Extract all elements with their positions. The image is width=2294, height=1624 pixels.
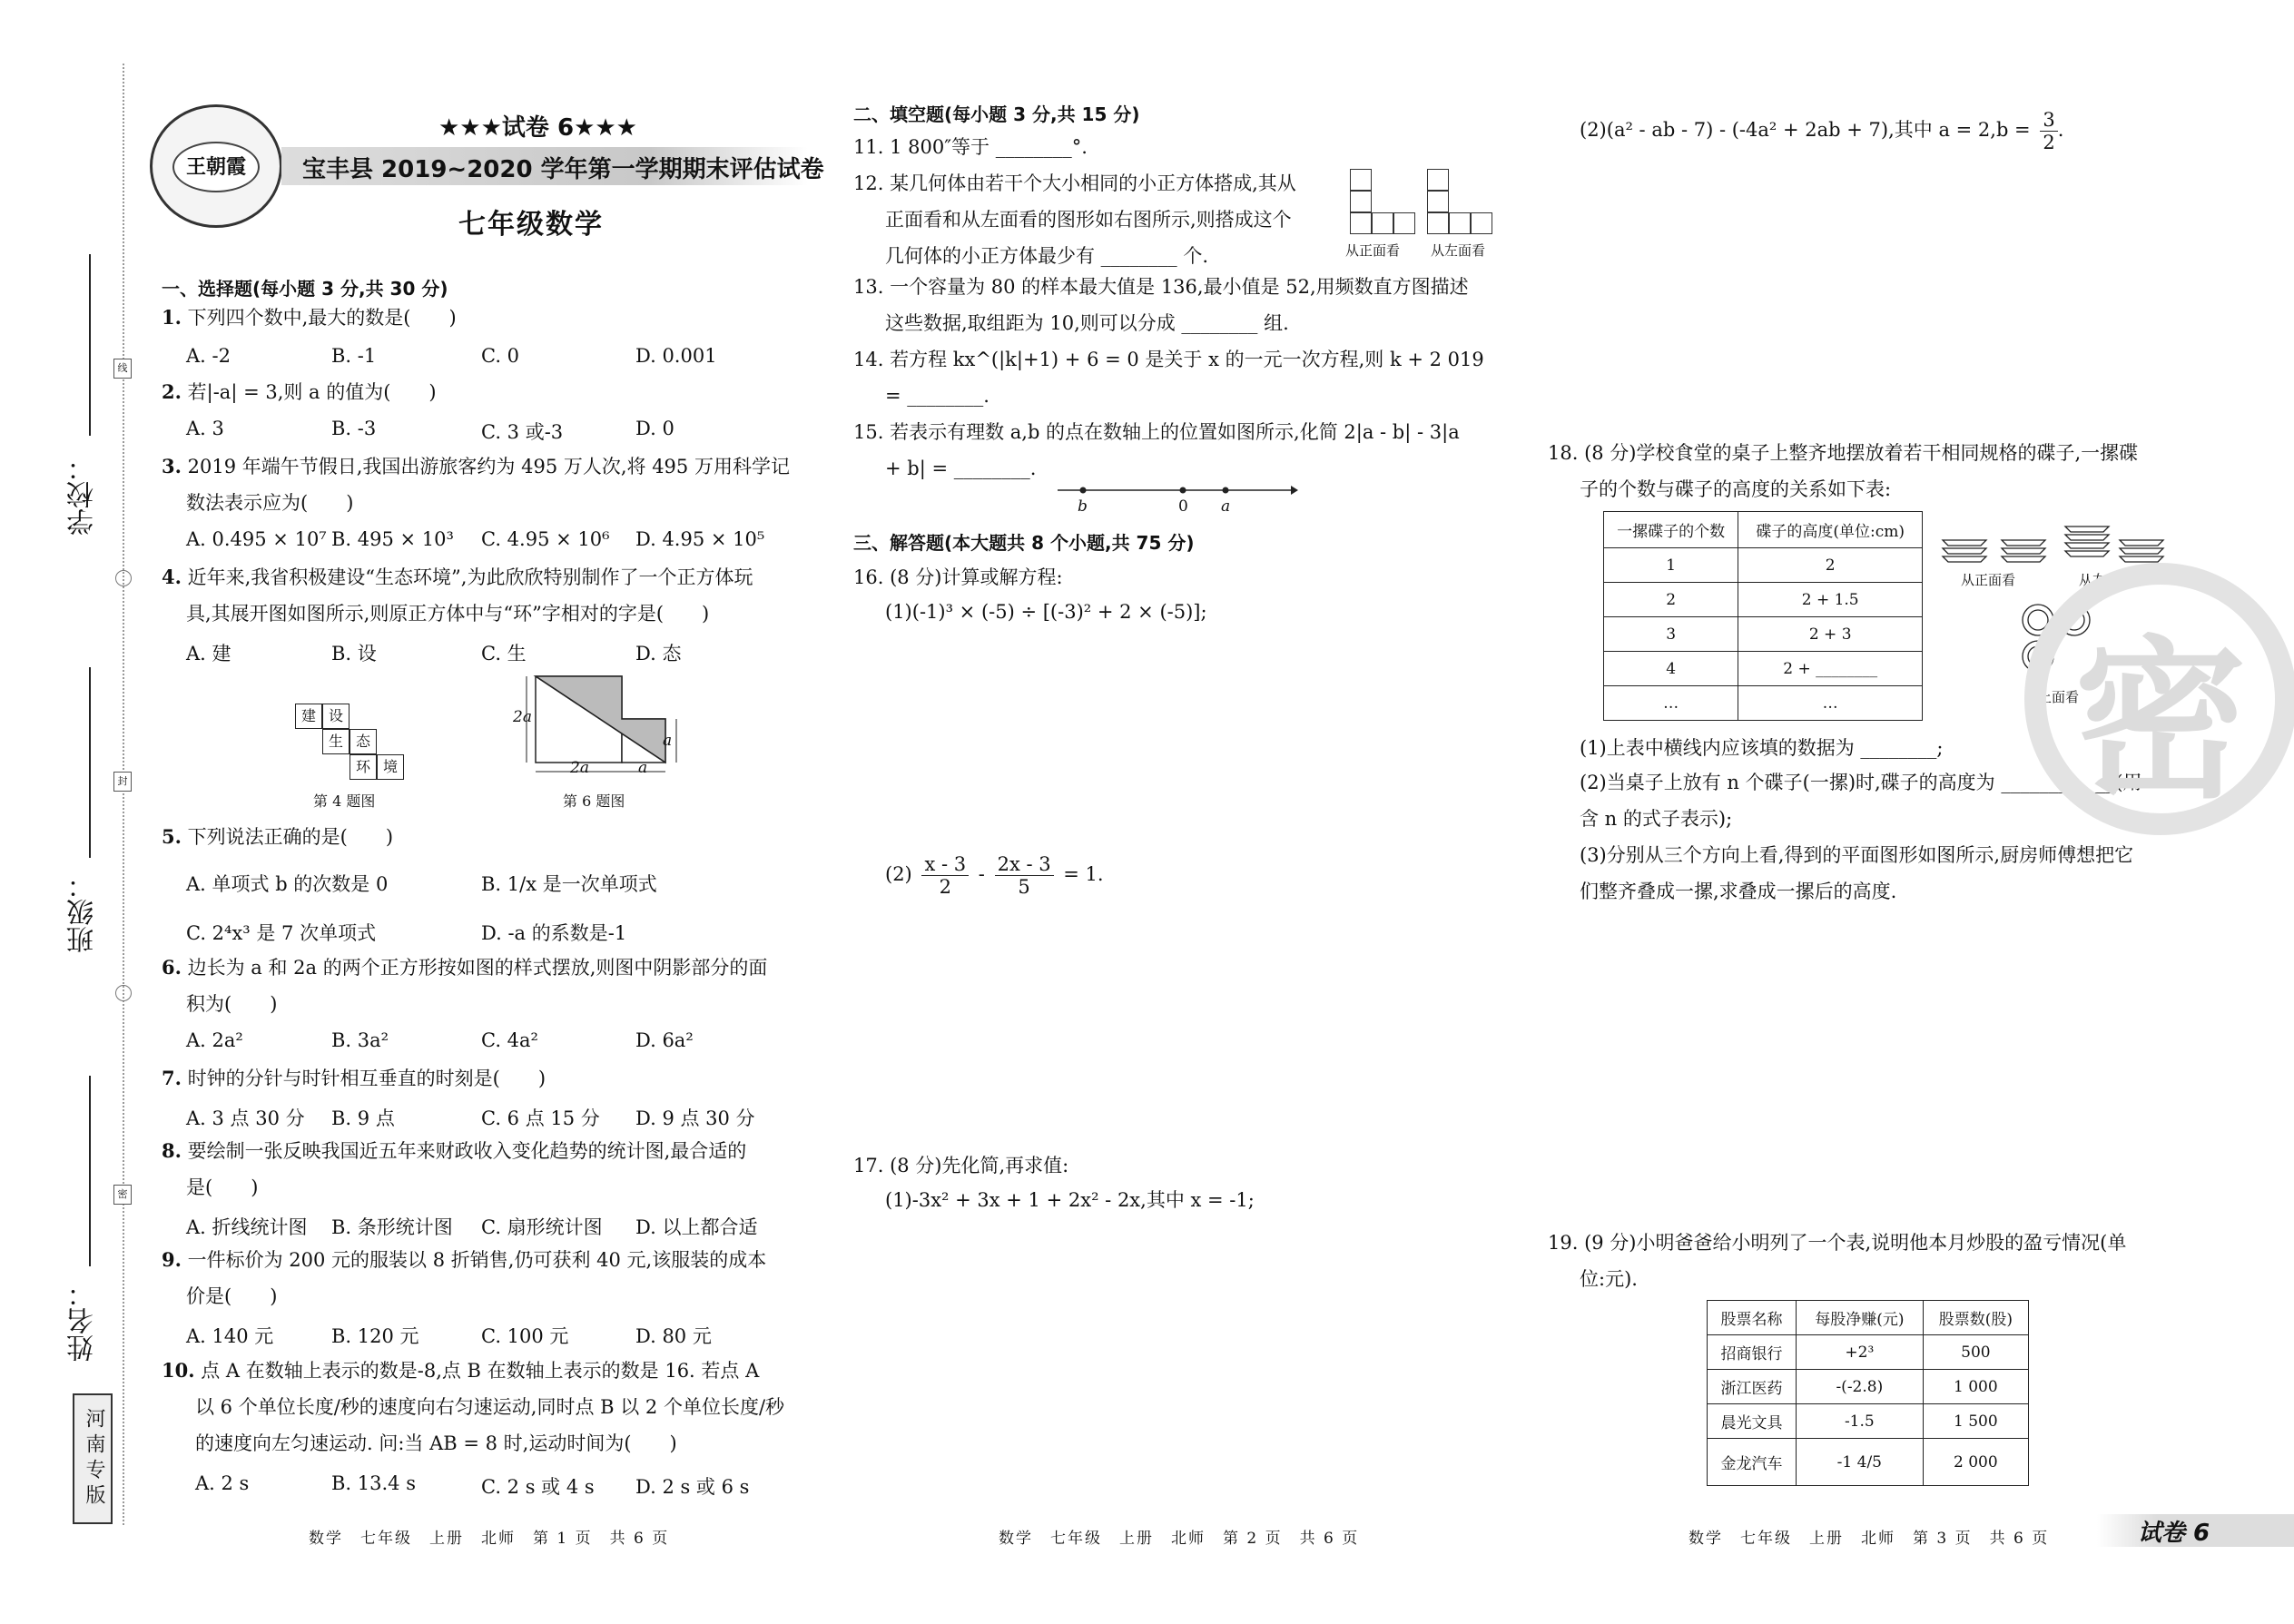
edition-badge: 河南专版 — [73, 1393, 113, 1524]
q9-option-d[interactable]: D. 80 元 — [635, 1325, 712, 1347]
q6-option-d[interactable]: D. 6a² — [635, 1029, 694, 1051]
question-7: 7. 时钟的分针与时针相互垂直的时刻是( ) — [162, 1067, 546, 1089]
table-cell: … — [1604, 686, 1738, 721]
q18-caption-left: 从左面看 — [2079, 572, 2134, 588]
logo-text: 王朝霞 — [172, 142, 260, 192]
watermark-seal: 密 — [2024, 563, 2294, 835]
seal-char-3: 密 — [113, 1185, 132, 1205]
table-cell: 1 — [1604, 548, 1738, 583]
table-cell: -1 4/5 — [1796, 1439, 1923, 1486]
q8-option-c[interactable]: C. 扇形统计图 — [481, 1216, 603, 1238]
q1-option-b[interactable]: B. -1 — [331, 345, 377, 367]
question-10-line2: 以 6 个单位长度/秒的速度向右匀速运动,同时点 B 以 2 个单位长度/秒 — [195, 1396, 785, 1418]
fig6-label-left: 2a — [513, 708, 532, 726]
q2-option-c[interactable]: C. 3 或-3 — [481, 421, 564, 443]
net-cell: 态 — [350, 729, 377, 754]
q12-caption-left: 从左面看 — [1431, 242, 1486, 259]
seal-char-2: 封 — [113, 772, 132, 792]
table-cell: 浙江医药 — [1708, 1370, 1797, 1404]
q18-header: 一摞碟子的个数 — [1604, 512, 1738, 548]
table-cell: 2 000 — [1923, 1439, 2028, 1486]
question-1: 1. 下列四个数中,最大的数是( ) — [162, 306, 457, 329]
question-17-part2: (2)(a² - ab - 7) - (-4a² + 2ab + 7),其中 a = 2,b = $\frac{3}{2}$ . — [1580, 109, 2064, 153]
q6-option-c[interactable]: C. 4a² — [481, 1029, 538, 1051]
q1-option-a[interactable]: A. -2 — [186, 345, 231, 367]
question-3-line2: 数法表示应为( ) — [186, 492, 354, 514]
school-field[interactable] — [89, 254, 91, 436]
question-17-part1: (1)-3x² + 3x + 1 + 2x² - 2x,其中 x = -1; — [885, 1189, 1255, 1211]
logo-icon — [150, 104, 282, 228]
section3-heading: 三、解答题(本大题共 8 个小题,共 75 分) — [853, 532, 1195, 554]
question-10: 10. 点 A 在数轴上表示的数是-8,点 B 在数轴上表示的数是 16. 若点 A — [162, 1359, 760, 1382]
question-10-line3: 的速度向左匀速运动. 问:当 AB = 8 时,运动时间为( ) — [195, 1432, 677, 1454]
q5-option-a[interactable]: A. 单项式 b 的次数是 0 — [186, 873, 389, 895]
q18-part1: (1)上表中横线内应该填的数据为 ________; — [1580, 737, 1944, 759]
table-cell: 金龙汽车 — [1708, 1439, 1797, 1486]
table-cell: -(-2.8) — [1796, 1370, 1923, 1404]
q5-option-c[interactable]: C. 2⁴x³ 是 7 次单项式 — [186, 922, 377, 944]
numberline-label-b: b — [1078, 497, 1088, 516]
q9-option-a[interactable]: A. 140 元 — [186, 1325, 274, 1347]
question-9-line2: 价是( ) — [186, 1285, 278, 1307]
question-4-line2: 具,其展开图如图所示,则原正方体中与“环”字相对的字是( ) — [186, 603, 710, 625]
question-5: 5. 下列说法正确的是( ) — [162, 825, 394, 848]
table-cell: 2 + 1.5 — [1738, 583, 1923, 617]
q6-option-a[interactable]: A. 2a² — [186, 1029, 243, 1051]
class-field[interactable] — [89, 667, 91, 858]
question-17: 17. (8 分)先化简,再求值: — [853, 1155, 1069, 1176]
fig6-label-bottom-left: 2a — [570, 759, 589, 777]
q1-option-d[interactable]: D. 0.001 — [635, 345, 717, 367]
q8-option-a[interactable]: A. 折线统计图 — [186, 1216, 308, 1238]
name-label: 姓名： — [67, 1280, 99, 1362]
q15-number-line — [1053, 481, 1298, 527]
question-12-line1: 12. 某几何体由若干个大小相同的小正方体搭成,其从 — [853, 172, 1296, 194]
q3-option-d[interactable]: D. 4.95 × 10⁵ — [635, 528, 765, 550]
question-8-line2: 是( ) — [186, 1176, 259, 1198]
class-label: 班级： — [67, 871, 99, 953]
table-cell: 500 — [1923, 1335, 2028, 1370]
fig4-caption: 第 4 题图 — [313, 792, 376, 810]
fig6-label-bottom-right: a — [638, 759, 648, 777]
table-cell[interactable]: 2 + ________ — [1738, 652, 1923, 686]
question-4: 4. 近年来,我省积极建设“生态环境”,为此欣欣特别制作了一个正方体玩 — [162, 566, 753, 588]
fig6-squares-diagram — [504, 667, 685, 785]
binding-hole-icon — [115, 985, 132, 1001]
q18-header: 碟子的高度(单位:cm) — [1738, 512, 1923, 548]
q18-part2: (2)当桌子上放有 n 个碟子(一摞)时,碟子的高度为 ____________(用 — [1580, 772, 2142, 793]
net-cell: 境 — [377, 754, 404, 780]
question-18-line2: 子的个数与碟子的高度的关系如下表: — [1580, 478, 1892, 500]
net-cell: 设 — [322, 704, 350, 729]
q19-table — [1707, 1300, 2029, 1486]
fig6-caption: 第 6 题图 — [563, 792, 625, 810]
question-11: 11. 1 800″等于 ________°. — [853, 136, 1088, 158]
net-cell: 环 — [350, 754, 377, 780]
question-18-line1: 18. (8 分)学校食堂的桌子上整齐地摆放着若干相同规格的碟子,一摞碟 — [1548, 442, 2139, 464]
q3-option-b[interactable]: B. 495 × 10³ — [331, 528, 454, 550]
table-cell: 2 + 3 — [1738, 617, 1923, 652]
q19-header: 股票数(股) — [1923, 1301, 2028, 1335]
question-3: 3. 2019 年端午节假日,我国出游旅客约为 495 万人次,将 495 万用科学记 — [162, 455, 790, 477]
table-cell: 2 — [1738, 548, 1923, 583]
question-14-line2: = ________. — [885, 385, 989, 407]
q19-header: 股票名称 — [1708, 1301, 1797, 1335]
q1-option-c[interactable]: C. 0 — [481, 345, 520, 367]
question-6-line2: 积为( ) — [186, 993, 278, 1015]
table-cell: … — [1738, 686, 1923, 721]
question-15-line1: 15. 若表示有理数 a,b 的点在数轴上的位置如图所示,化简 2|a - b| - 3|a — [853, 421, 1460, 443]
q5-option-d[interactable]: D. -a 的系数是-1 — [481, 922, 627, 944]
q10-option-b[interactable]: B. 13.4 s — [331, 1472, 416, 1494]
subject-title: 七年级数学 — [458, 209, 604, 241]
question-13-line2: 这些数据,取组距为 10,则可以分成 ________ 组. — [885, 312, 1289, 334]
q18-part3-line2: 们整齐叠成一摞,求叠成一摞后的高度. — [1580, 881, 1897, 902]
net-cell: 生 — [322, 729, 350, 754]
q7-option-c[interactable]: C. 6 点 15 分 — [481, 1107, 600, 1129]
footer-page-1: 数学 七年级 上册 北师 第 1 页 共 6 页 — [309, 1530, 670, 1548]
section1-heading: 一、选择题(每小题 3 分,共 30 分) — [162, 278, 448, 300]
numberline-label-a: a — [1221, 497, 1231, 516]
table-cell: 3 — [1604, 617, 1738, 652]
q7-option-d[interactable]: D. 9 点 30 分 — [635, 1107, 755, 1129]
q4-option-d[interactable]: D. 态 — [635, 643, 682, 664]
question-16: 16. (8 分)计算或解方程: — [853, 566, 1063, 588]
question-13-line1: 13. 一个容量为 80 的样本最大值是 136,最小值是 52,用频数直方图描述 — [853, 276, 1469, 298]
exam-title: 宝丰县 2019~2020 学年第一学期期末评估试卷 — [302, 156, 824, 183]
q7-option-b[interactable]: B. 9 点 — [331, 1107, 395, 1129]
table-cell: 4 — [1604, 652, 1738, 686]
table-cell: 1 000 — [1923, 1370, 2028, 1404]
table-cell: 晨光文具 — [1708, 1404, 1797, 1439]
q7-option-a[interactable]: A. 3 点 30 分 — [186, 1107, 305, 1129]
numberline-label-0: 0 — [1178, 497, 1188, 516]
question-15-line2: + b| = ________. — [885, 458, 1037, 479]
question-16-part2: (2) $\frac{x - 3}{2}$ - $\frac{2x - 3}{5}$ = 1. — [885, 853, 1104, 898]
q9-option-b[interactable]: B. 120 元 — [331, 1325, 419, 1347]
q6-option-b[interactable]: B. 3a² — [331, 1029, 389, 1051]
q18-part2-line2: 含 n 的式子表示); — [1580, 808, 1733, 830]
question-19-line2: 位:元). — [1580, 1268, 1638, 1290]
table-cell: +2³ — [1796, 1335, 1923, 1370]
q10-option-c[interactable]: C. 2 s 或 4 s — [481, 1476, 595, 1498]
binding-dotted-line — [123, 64, 124, 1525]
q5-option-b[interactable]: B. 1/x 是一次单项式 — [481, 873, 657, 895]
section2-heading: 二、填空题(每小题 3 分,共 15 分) — [853, 103, 1140, 125]
series-label: ★★★试卷 6★★★ — [438, 114, 637, 142]
footer-badge: 试卷 6 — [2138, 1520, 2210, 1547]
name-field[interactable] — [89, 1076, 91, 1266]
q18-part3: (3)分别从三个方向上看,得到的平面图形如图所示,厨房师傅想把它 — [1580, 844, 2134, 866]
question-9: 9. 一件标价为 200 元的服装以 8 折销售,仍可获利 40 元,该服装的成本 — [162, 1248, 767, 1271]
seal-char-1: 线 — [113, 359, 132, 379]
table-cell: 招商银行 — [1708, 1335, 1797, 1370]
q2-option-d[interactable]: D. 0 — [635, 418, 674, 439]
q2-option-b[interactable]: B. -3 — [331, 418, 377, 439]
q18-caption-top: 从上面看 — [2024, 689, 2080, 705]
table-cell: -1.5 — [1796, 1404, 1923, 1439]
table-cell: 1 500 — [1923, 1404, 2028, 1439]
q18-caption-front: 从正面看 — [1961, 572, 2016, 588]
footer-page-2: 数学 七年级 上册 北师 第 2 页 共 6 页 — [999, 1530, 1360, 1548]
question-12-line3: 几何体的小正方体最少有 ________ 个. — [885, 245, 1209, 267]
question-12-line2: 正面看和从左面看的图形如右图所示,则搭成这个 — [885, 209, 1292, 231]
table-cell: 2 — [1604, 583, 1738, 617]
q4-option-c[interactable]: C. 生 — [481, 643, 527, 664]
question-14-line1: 14. 若方程 kx^(|k|+1) + 6 = 0 是关于 x 的一元一次方程,则 k + 2 019 — [853, 349, 1484, 370]
footer-page-3: 数学 七年级 上册 北师 第 3 页 共 6 页 — [1689, 1530, 2050, 1548]
q4-option-a[interactable]: A. 建 — [186, 643, 231, 664]
q10-option-a[interactable]: A. 2 s — [195, 1472, 250, 1494]
question-2: 2. 若|-a| = 3,则 a 的值为( ) — [162, 380, 437, 403]
q10-option-d[interactable]: D. 2 s 或 6 s — [635, 1476, 750, 1498]
q12-caption-front: 从正面看 — [1345, 242, 1401, 259]
q19-header: 每股净赚(元) — [1796, 1301, 1923, 1335]
q4-option-b[interactable]: B. 设 — [331, 643, 377, 664]
q18-table — [1603, 511, 1923, 721]
question-6: 6. 边长为 a 和 2a 的两个正方形按如图的样式摆放,则图中阴影部分的面 — [162, 956, 768, 979]
q2-option-a[interactable]: A. 3 — [186, 418, 224, 439]
binding-hole-icon — [115, 570, 132, 586]
question-16-part1: (1)(-1)³ × (-5) ÷ [(-3)² + 2 × (-5)]; — [885, 601, 1207, 623]
school-label: 学校： — [67, 454, 99, 536]
q3-option-c[interactable]: C. 4.95 × 10⁶ — [481, 528, 610, 550]
q9-option-c[interactable]: C. 100 元 — [481, 1325, 569, 1347]
question-19-line1: 19. (9 分)小明爸爸给小明列了一个表,说明他本月炒股的盈亏情况(单 — [1548, 1232, 2127, 1254]
q8-option-d[interactable]: D. 以上都合适 — [635, 1216, 758, 1238]
q3-option-a[interactable]: A. 0.495 × 10⁷ — [186, 528, 327, 550]
q8-option-b[interactable]: B. 条形统计图 — [331, 1216, 453, 1238]
net-cell: 建 — [295, 704, 322, 729]
question-8: 8. 要绘制一张反映我国近五年来财政收入变化趋势的统计图,最合适的 — [162, 1139, 747, 1162]
fig6-label-right: a — [663, 732, 673, 750]
